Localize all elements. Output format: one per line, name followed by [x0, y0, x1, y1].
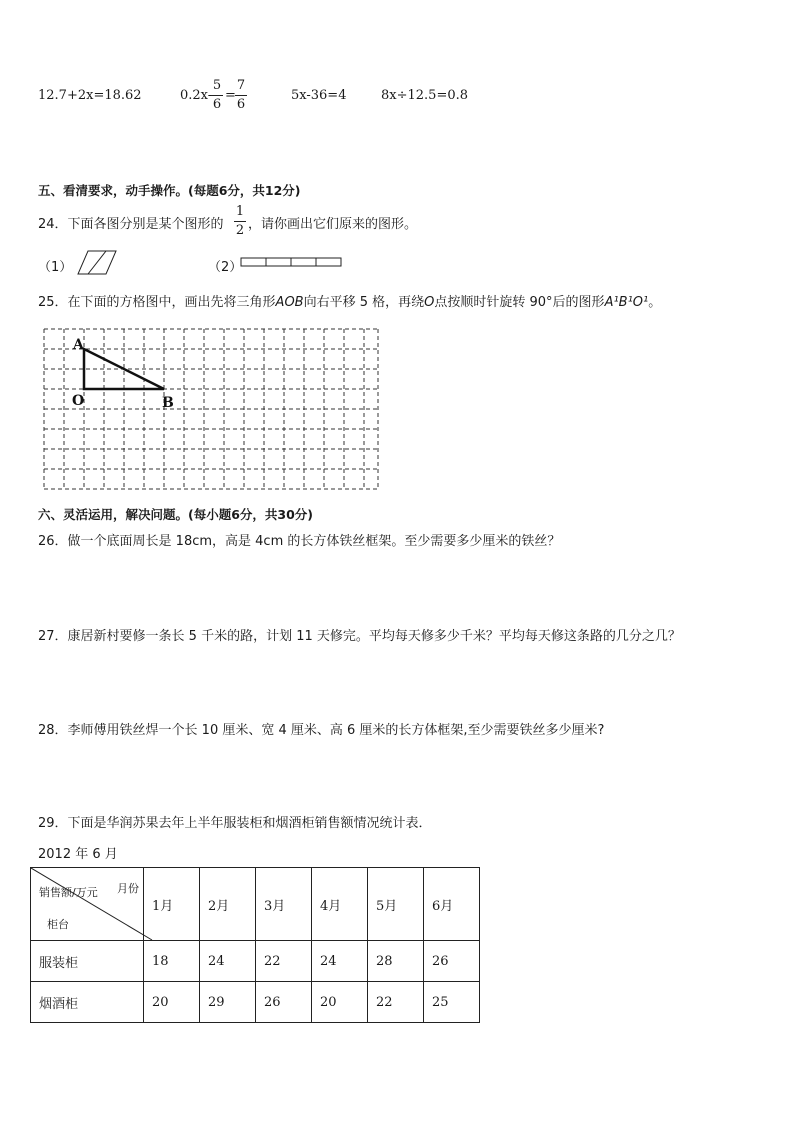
q25-text — [38, 291, 661, 310]
fraction-bar — [234, 221, 246, 222]
q25-mid: 向右平移 5 格，再绕 — [303, 295, 425, 310]
q25-end: 。 — [648, 295, 662, 310]
table-cell: 22 — [368, 982, 424, 1023]
fraction-denominator: 6 — [236, 97, 246, 112]
q25-target: A¹B¹O¹ — [604, 295, 649, 310]
grid-diagram — [40, 327, 384, 492]
section-6-title: 六、灵活运用，解决问题。(每小题6分，共30分) — [38, 507, 314, 522]
q25-triangle-name: AOB — [275, 295, 304, 310]
row-label: 烟酒柜 — [31, 982, 144, 1023]
table-row — [31, 941, 480, 982]
corner-month-label: 月份 — [117, 882, 139, 895]
table-cell: 26 — [424, 941, 480, 982]
table-cell: 24 — [200, 941, 256, 982]
month-header: 2月 — [200, 868, 256, 941]
month-header: 6月 — [424, 868, 480, 941]
equation-1: 12.7+2x=18.62 — [38, 88, 142, 103]
q29-date: 2012 年 6 月 — [38, 847, 118, 862]
q26-text: 26．做一个底面周长是 18cm，高是 4cm 的长方体铁丝框架。至少需要多少厘米的铁丝？ — [38, 534, 561, 549]
q24-fraction — [234, 204, 246, 239]
point-b-label: B — [162, 395, 174, 411]
table-cell: 18 — [144, 941, 200, 982]
row-label: 服装柜 — [31, 941, 144, 982]
table-header-row — [31, 868, 480, 941]
equation-2-fraction-2 — [235, 78, 247, 113]
fraction-denominator: 2 — [235, 223, 245, 238]
section-5-title: 五、看清要求，动手操作。(每题6分，共12分) — [38, 183, 301, 198]
month-header: 4月 — [312, 868, 368, 941]
q25-mid2: 点按顺时针旋转 90°后的图形 — [434, 295, 605, 310]
equation-3: 5x-36=4 — [291, 88, 347, 103]
fraction-bar — [211, 95, 223, 96]
month-header: 5月 — [368, 868, 424, 941]
sales-table — [30, 867, 480, 1023]
q24-suffix: ，请你画出它们原来的图形。 — [248, 217, 418, 232]
table-cell: 26 — [256, 982, 312, 1023]
point-o-label: O — [72, 393, 85, 409]
corner-sales-label: 销售额/万元 — [39, 886, 98, 899]
table-cell: 25 — [424, 982, 480, 1023]
equation-2-prefix: 0.2x- — [180, 88, 213, 103]
equation-2-equals: = — [225, 88, 236, 103]
rectangle-strip-figure — [240, 257, 344, 269]
month-header: 1月 — [144, 868, 200, 941]
table-corner-header — [31, 868, 144, 941]
q24-label-1: （1） — [38, 260, 73, 275]
q27-text: 27．康居新村要修一条长 5 千米的路，计划 11 天修完。平均每天修多少千米？平均每天修这条路的几分之几？ — [38, 629, 681, 644]
fraction-bar — [235, 95, 247, 96]
fraction-numerator: 5 — [212, 78, 222, 93]
parallelogram-figure — [76, 250, 118, 276]
equation-2-fraction-1 — [211, 78, 223, 113]
table-cell: 24 — [312, 941, 368, 982]
q25-prefix: 25．在下面的方格图中，画出先将三角形 — [38, 295, 276, 310]
equation-4: 8x÷12.5=0.8 — [381, 88, 469, 103]
fraction-numerator: 1 — [235, 204, 245, 219]
table-cell: 28 — [368, 941, 424, 982]
fraction-numerator: 7 — [236, 78, 246, 93]
q29-text: 29．下面是华润苏果去年上半年服装柜和烟酒柜销售额情况统计表． — [38, 816, 432, 831]
table-cell: 20 — [312, 982, 368, 1023]
point-a-label: A — [73, 337, 84, 353]
table-cell: 22 — [256, 941, 312, 982]
table-row — [31, 982, 480, 1023]
month-header: 3月 — [256, 868, 312, 941]
q24-label-2: （2） — [208, 260, 243, 275]
q24-prefix: 24．下面各图分别是某个图形的 — [38, 217, 224, 232]
table-cell: 29 — [200, 982, 256, 1023]
q28-text: 28．李师傅用铁丝焊一个长 10 厘米、宽 4 厘米、高 6 厘米的长方体框架,至少需要铁丝多少厘米? — [38, 723, 605, 738]
corner-counter-label: 柜台 — [47, 918, 69, 931]
q25-point-o: O — [424, 295, 435, 310]
table-cell: 20 — [144, 982, 200, 1023]
fraction-denominator: 6 — [212, 97, 222, 112]
